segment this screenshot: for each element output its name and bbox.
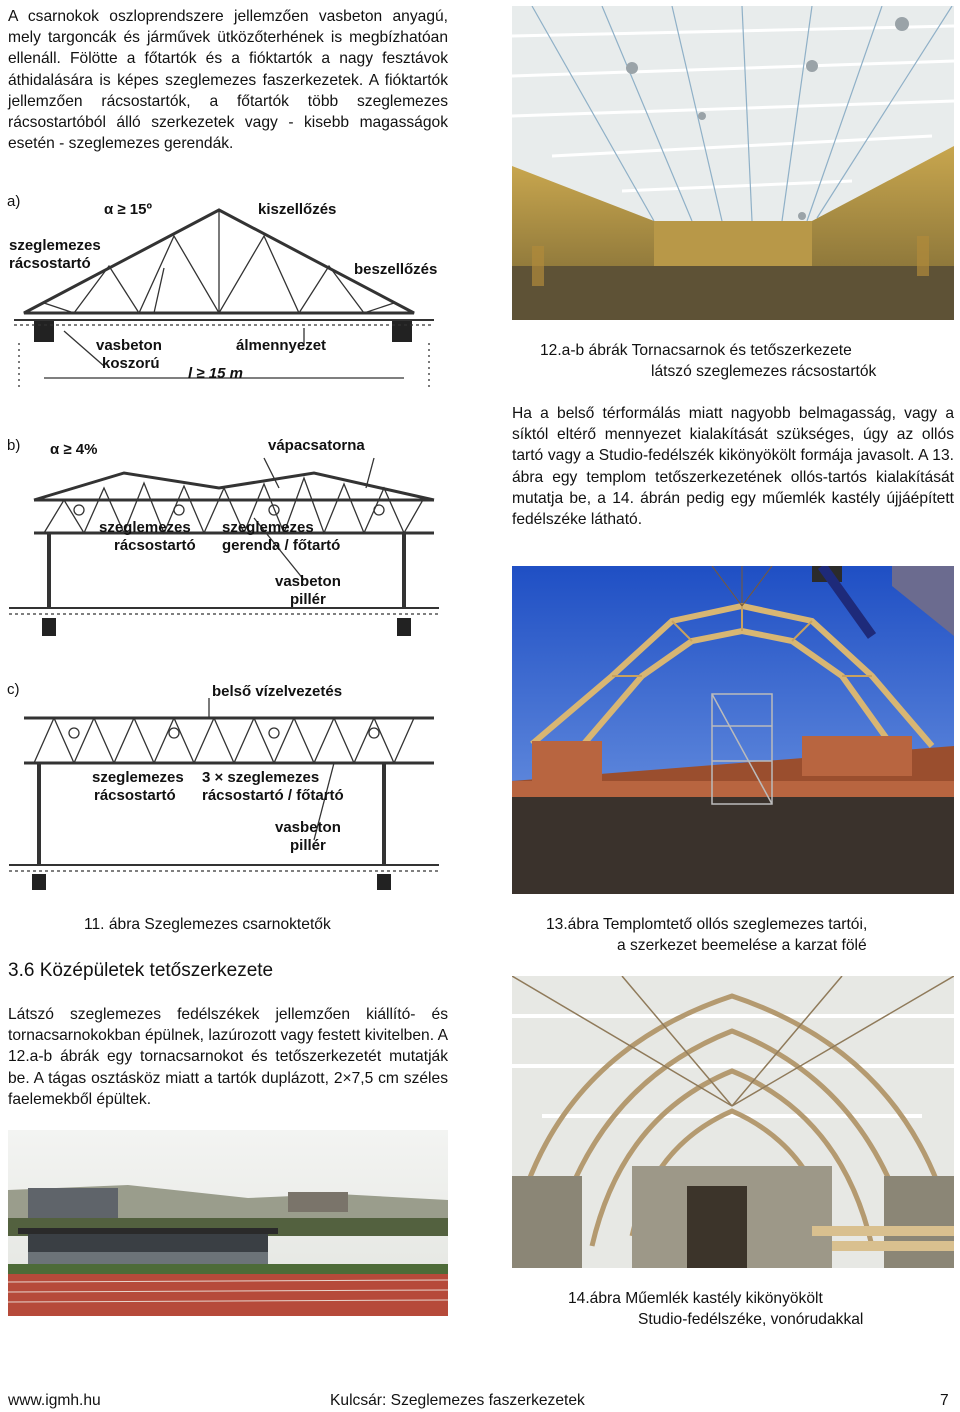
label-truss-c-4: rácsostartó / főtartó (202, 787, 344, 804)
label-column-b-1: vasbeton (275, 573, 341, 590)
label-truss-c-1: szeglemezes (92, 769, 184, 786)
label-ring-1: vasbeton (96, 337, 162, 354)
castle-attic-photo (512, 976, 954, 1268)
diagram-tag-c: c) (7, 681, 20, 698)
fig13-caption-line1: 13.ábra Templomtető ollós szeglemezes tartói, (546, 916, 868, 933)
label-truss-a-2: rácsostartó (9, 255, 91, 272)
section-paragraph: Látszó szeglemezes fedélszékek jellemzően kiállító- és tornacsarnokokban épülnek, lazúrozott vagy festett kivitelben. A 12.a-b ábrák egy tornacsarnokot és tetőszerkezetét mutatják be. A tágas osztásköz miatt a tartók duplázott, 2×7,5 cm széles faelemekből épültek. (8, 1006, 448, 1108)
fig12-caption-line1: 12.a-b ábrák Tornacsarnok és tetőszerkezete (540, 342, 852, 359)
label-beam-b-2: gerenda / főtartó (222, 537, 341, 554)
label-column-c-1: vasbeton (275, 819, 341, 836)
diagram-tag-a: a) (7, 193, 21, 210)
label-column-c-2: pillér (290, 837, 326, 854)
label-angle-b: α ≥ 4% (50, 441, 98, 458)
footer-website: www.igmh.hu (8, 1392, 101, 1409)
truss-diagram (4, 188, 444, 893)
fig12-caption-line2: látszó szeglemezes rácsostartók (651, 363, 877, 380)
fig14-caption-line1: 14.ábra Műemlék kastély kikönyökölt (568, 1290, 823, 1307)
section-heading: 3.6 Középületek tetőszerkezete (8, 960, 274, 981)
label-drain: belső vízelvezetés (212, 683, 343, 700)
label-truss-b-2: rácsostartó (114, 537, 196, 554)
label-beszellozes: beszellőzés (354, 261, 438, 278)
fig13-caption (546, 914, 954, 956)
label-truss-c-3: 3 × szeglemezes (202, 769, 320, 786)
label-truss-a-1: szeglemezes (9, 237, 101, 254)
intro-paragraph: A csarnokok oszloprendszere jellemzően vasbeton anyagú, mely targoncák és járművek ütközőterhének is megbízhatóan ellenáll. Fölötte a főtartók és a fióktartók a nagy fesztávok áthidalására is képes szeglemezes faszerkezetek. A fióktartók jellemzően rácsostartók, a főtartók több szeglemezes rácsostartóból álló szerkezetek vagy - kisebb magasságok esetén - szeglemezes gerendák. (8, 8, 448, 153)
building-stadium-photo (8, 1130, 448, 1316)
label-gutter: vápacsatorna (268, 437, 365, 454)
fig14-caption (568, 1288, 954, 1330)
label-truss-c-2: rácsostartó (94, 787, 176, 804)
label-beam-b-1: szeglemezes (222, 519, 314, 536)
label-span: l ≥ 15 m (188, 365, 243, 382)
footer-title: Kulcsár: Szeglemezes faszerkezetek (330, 1392, 585, 1409)
fig11-caption: 11. ábra Szeglemezes csarnoktetők (84, 916, 331, 933)
fig12-caption (540, 340, 952, 382)
label-truss-b-1: szeglemezes (99, 519, 191, 536)
label-kiszellozes: kiszellőzés (258, 201, 337, 218)
label-column-b-2: pillér (290, 591, 326, 608)
gym-hall-photo (512, 6, 954, 320)
footer-page-number: 7 (940, 1392, 949, 1409)
label-ceiling: álmennyezet (236, 337, 327, 354)
church-roof-photo (512, 566, 954, 894)
diagram-tag-b: b) (7, 437, 21, 454)
fig14-caption-line2: Studio-fedélszéke, vonórudakkal (638, 1311, 864, 1328)
fig13-caption-line2: a szerkezet beemelése a karzat fölé (617, 937, 867, 954)
label-ring-2: koszorú (102, 355, 160, 372)
label-angle-a: α ≥ 15º (104, 201, 152, 218)
right-paragraph: Ha a belső térformálás miatt nagyobb belmagasság, vagy a síktól eltérő mennyezet kialakítását szükséges, úgy az ollós tartó vagy a Studio-fedélszék kikönyökölt formája javasolt. A 13. ábra egy templom tetőszerkezetének ollós-tartós kialakítását mutatja be, a 14. ábrán pedig egy műemlék kastély újjáépített fedélszéke látható. (512, 405, 954, 529)
